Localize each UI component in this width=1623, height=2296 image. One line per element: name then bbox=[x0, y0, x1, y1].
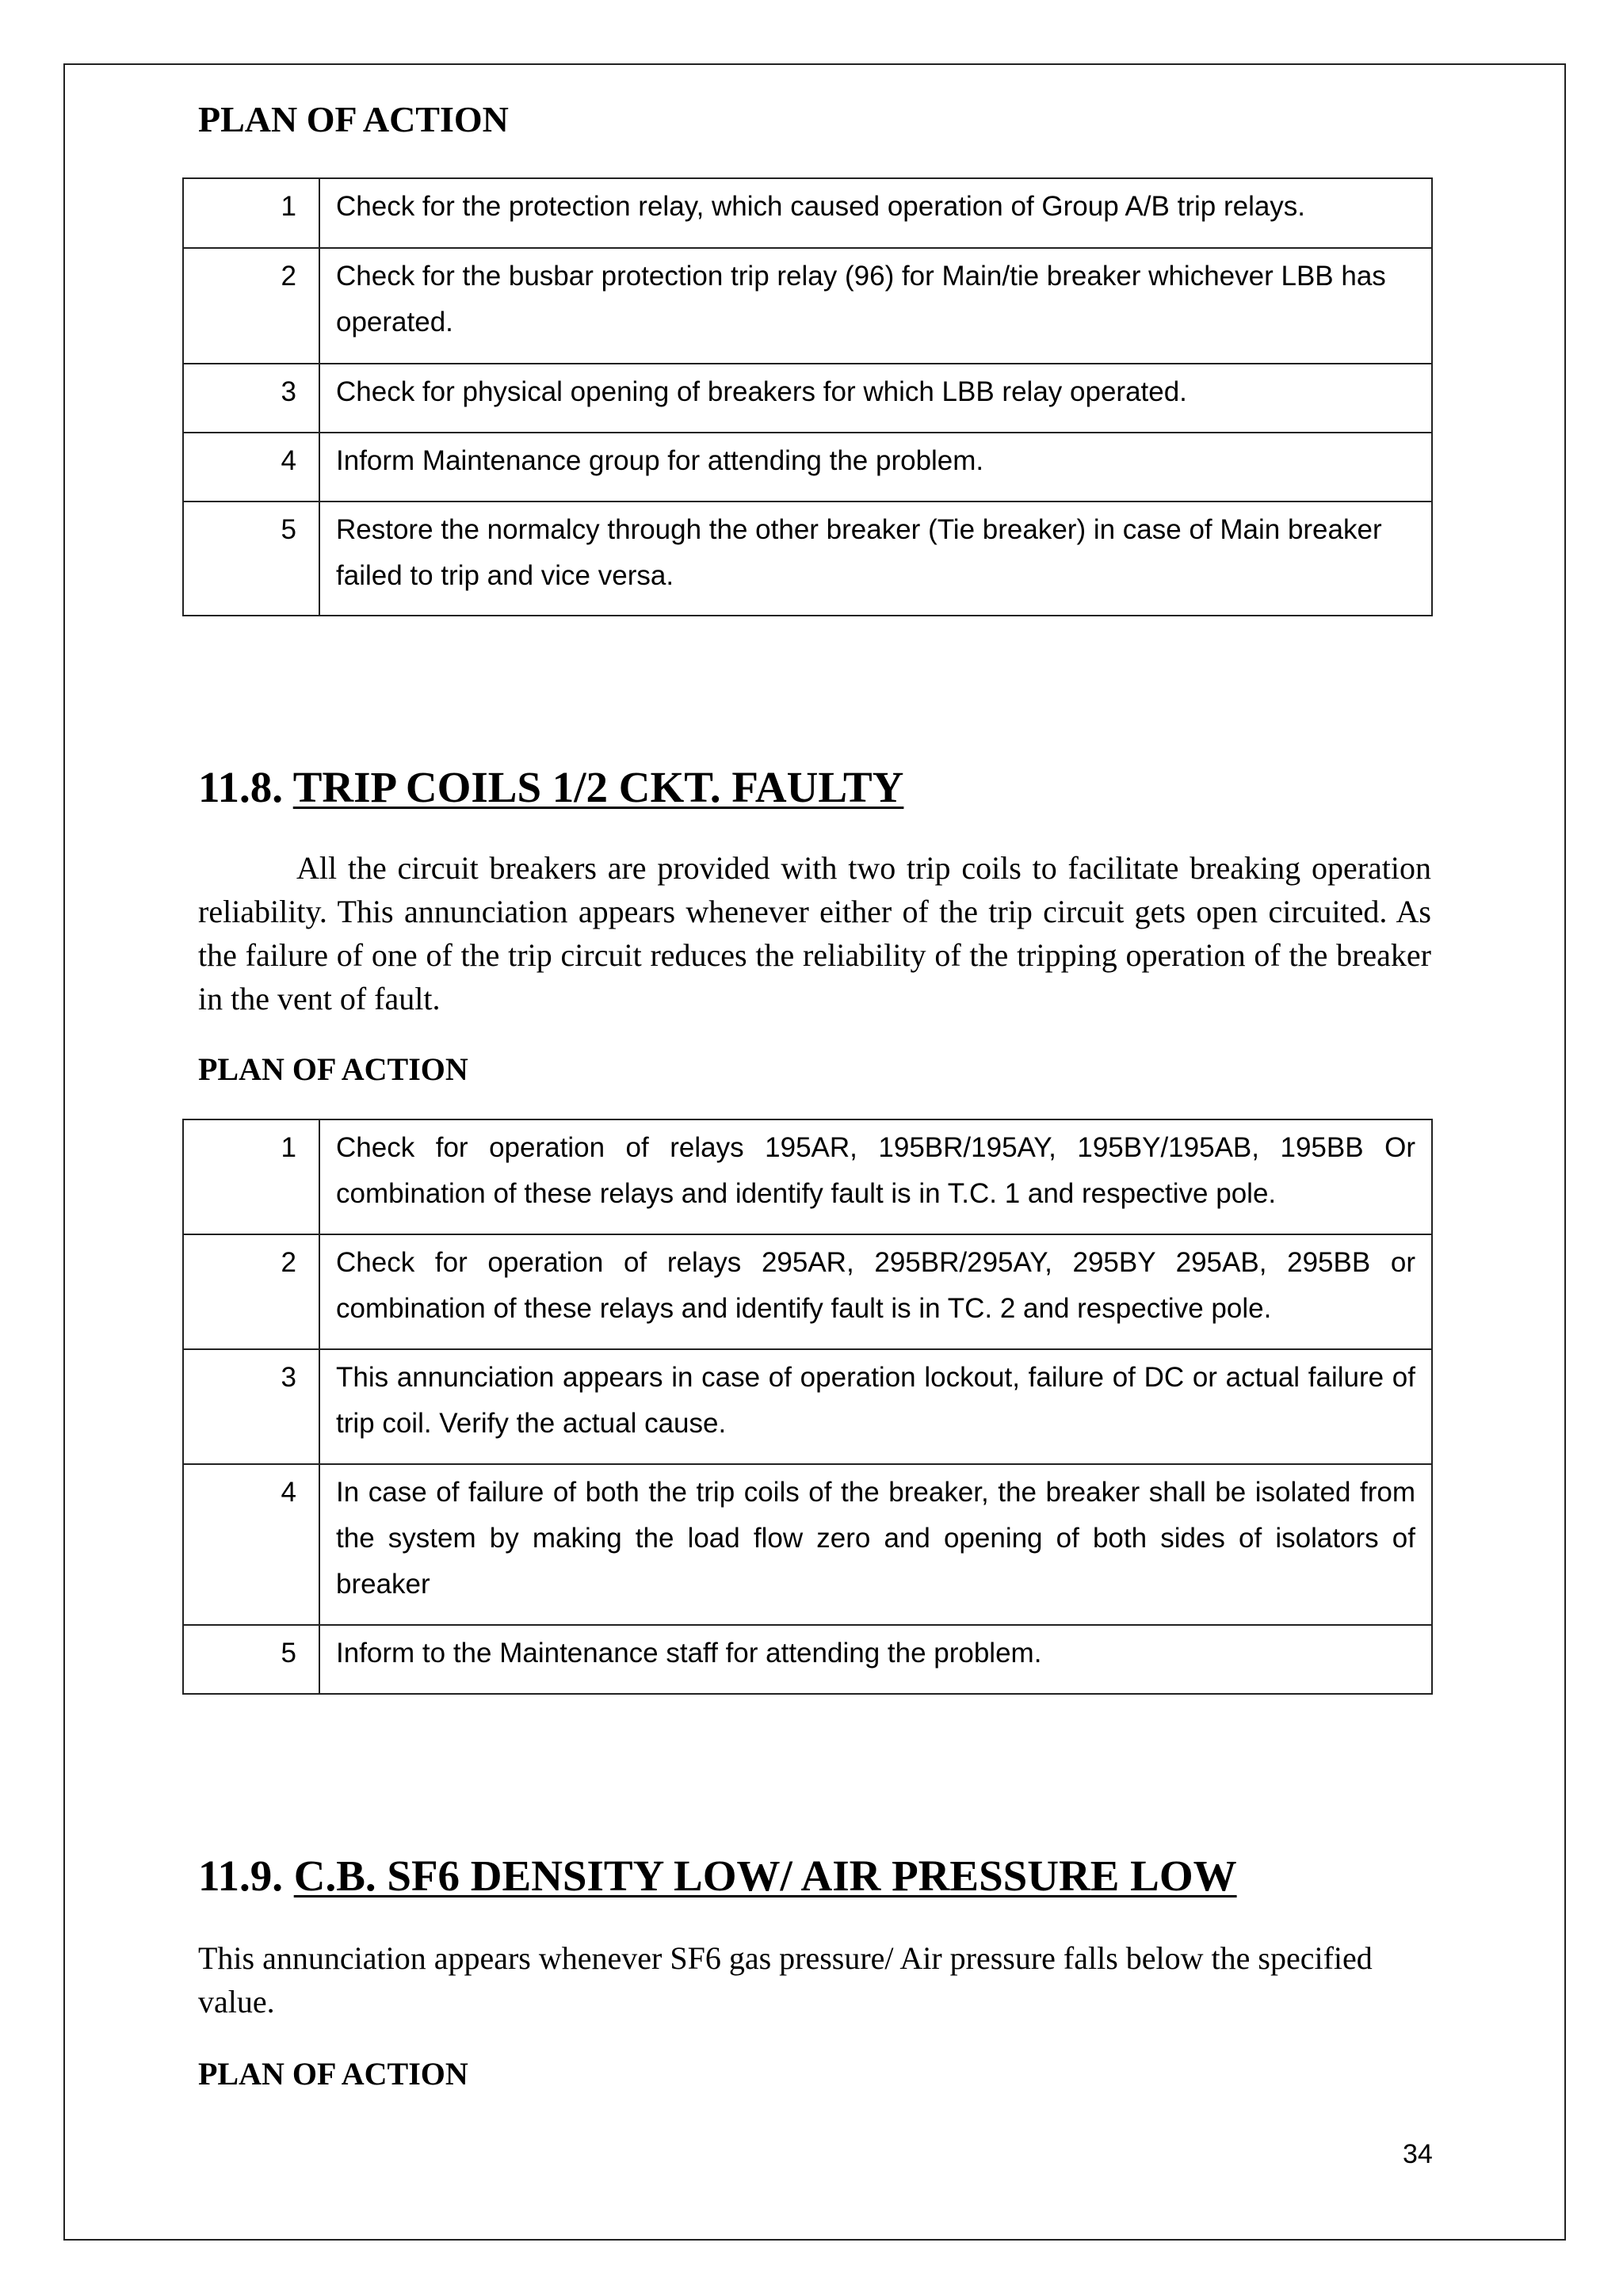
section-heading-11-9 bbox=[198, 1851, 1237, 1901]
row-text: This annunciation appears in case of operation lockout, failure of DC or actual failure of trip coil. Verify the actual cause. bbox=[319, 1349, 1432, 1464]
row-number: 5 bbox=[183, 1625, 319, 1694]
row-text: Restore the normalcy through the other breaker (Tie breaker) in case of Main breaker failed to trip and vice versa. bbox=[319, 502, 1432, 616]
row-number: 3 bbox=[183, 364, 319, 433]
table-row bbox=[183, 364, 1432, 433]
section-heading-11-8 bbox=[198, 762, 903, 812]
row-text: Check for operation of relays 195AR, 195BR/195AY, 195BY/195AB, 195BB Or combination of these relays and identify fault is in T.C. 1 and respective pole. bbox=[319, 1119, 1432, 1234]
row-number: 1 bbox=[183, 1119, 319, 1234]
row-number: 5 bbox=[183, 502, 319, 616]
section-title: C.B. SF6 DENSITY LOW/ AIR PRESSURE LOW bbox=[293, 1852, 1237, 1900]
plan-of-action-heading-3: PLAN OF ACTION bbox=[198, 2056, 468, 2092]
table-row bbox=[183, 1464, 1432, 1625]
row-text: Check for operation of relays 295AR, 295BR/295AY, 295BY 295AB, 295BB or combination of these relays and identify fault is in TC. 2 and respective pole. bbox=[319, 1234, 1432, 1349]
table-row bbox=[183, 1119, 1432, 1234]
row-number: 4 bbox=[183, 1464, 319, 1625]
section-paragraph-11-8: All the circuit breakers are provided with two trip coils to facilitate breaking operation reliability. This annunciation appears whenever either of the trip circuit gets open circuited. As the failure of one of the trip circuit reduces the reliability of the tripping operation of the breaker in the vent of fault. bbox=[198, 850, 1431, 1016]
table-row bbox=[183, 1234, 1432, 1349]
page-number: 34 bbox=[1403, 2139, 1433, 2169]
plan-of-action-heading-2: PLAN OF ACTION bbox=[198, 1051, 468, 1087]
row-number: 2 bbox=[183, 1234, 319, 1349]
section-number: 11.8. bbox=[198, 763, 283, 811]
table-row bbox=[183, 1349, 1432, 1464]
table-row bbox=[183, 248, 1432, 364]
row-text: Check for physical opening of breakers for which LBB relay operated. bbox=[319, 364, 1432, 433]
row-text: Inform to the Maintenance staff for attending the problem. bbox=[319, 1625, 1432, 1694]
action-table-1 bbox=[182, 177, 1433, 616]
row-text: In case of failure of both the trip coils of the breaker, the breaker shall be isolated from the system by making the load flow zero and opening of both sides of isolators of breaker bbox=[319, 1464, 1432, 1625]
section-paragraph-11-9: This annunciation appears whenever SF6 gas pressure/ Air pressure falls below the specified value. bbox=[198, 1940, 1373, 2019]
table-row bbox=[183, 1625, 1432, 1694]
plan-of-action-heading-1: PLAN OF ACTION bbox=[198, 99, 509, 139]
row-text: Inform Maintenance group for attending the problem. bbox=[319, 433, 1432, 502]
row-number: 1 bbox=[183, 178, 319, 248]
table-row bbox=[183, 178, 1432, 248]
row-number: 2 bbox=[183, 248, 319, 364]
row-text: Check for the busbar protection trip relay (96) for Main/tie breaker whichever LBB has operated. bbox=[319, 248, 1432, 364]
row-number: 4 bbox=[183, 433, 319, 502]
section-title: TRIP COILS 1/2 CKT. FAULTY bbox=[292, 763, 904, 811]
action-table-2 bbox=[182, 1119, 1433, 1695]
table-row bbox=[183, 433, 1432, 502]
row-number: 3 bbox=[183, 1349, 319, 1464]
section-number: 11.9. bbox=[198, 1852, 283, 1900]
row-text: Check for the protection relay, which caused operation of Group A/B trip relays. bbox=[319, 178, 1432, 248]
table-row bbox=[183, 502, 1432, 616]
